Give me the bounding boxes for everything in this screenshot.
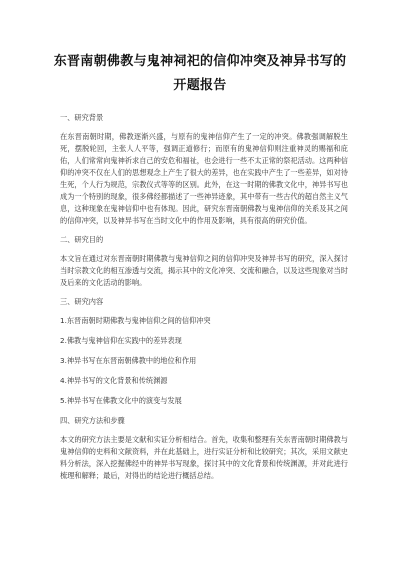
section-heading-background: 一、研究背景 [60,113,104,122]
document-title: 东晋南朝佛教与鬼神祠祀的信仰冲突及神异书写的开题报告 [53,54,347,93]
document-body [60,112,348,489]
section-text-methods: 本文的研究方法主要是文献和实证分析相结合。首先，收集和整理有关东晋南朝时期佛教与鬼神信仰的史料和文献资料，并在此基础上，进行实证分析和比较研究；其次，采用文献史料分析法，深入挖掘佛经中的神异书写现象，探讨其中的文化背景和传统渊源，并对此进行梳理和解释；最后，对得出的结论进行概括总结。 [60,435,348,480]
content-item: 3.神异书写在东晋南朝佛教中的地位和作用 [60,356,197,365]
section-text-purpose: 本文旨在通过对东晋南朝时期佛教与鬼神信仰之间的信仰冲突及神异书写的研究，深入探讨当时宗教文化的相互渗透与交流，揭示其中的文化冲突、交流和融合，以及这些现象对当时及后来的文化活动的影响。 [60,254,348,287]
content-item: 5.神异书写在佛教文化中的演变与发展 [60,396,182,405]
section-heading-methods: 四、研究方法和步骤 [60,416,125,425]
content-item: 2.佛教与鬼神信仰在实践中的差异表现 [60,336,182,345]
content-item: 4.神异书写的文化背景和传统渊源 [60,376,168,385]
content-item: 1.东晋南朝时期佛教与鬼神信仰之间的信仰冲突 [60,316,211,325]
section-heading-purpose: 二、研究目的 [60,235,104,244]
section-text-background: 在东晋南朝时期，佛教逐渐兴盛，与原有的鬼神信仰产生了一定的冲突。佛教强调解脱生死，摆脱轮回，主张人人平等，强调正道修行；而原有的鬼神信仰则注重神灵的赐福和庇佑，人们常常向鬼神祈求自己的安危和福祉，也会进行一些不太正常的祭祀活动。这两种信仰的冲突不仅在人们的思想观念上产生了很大的差异，也在实践中产生了一些差异，如对待生死，个人行为规范，宗教仪式等等的区别。此外，在这一时期的佛教文化中，神异书写也成为一个特别的现象，很多佛经都描述了一些神异迹象，其中带有一些古代的超自然主义气息，这种现象在鬼神信仰中也有体现。因此，研究东晋南朝佛教与鬼神信仰的关系及其之间的信仰冲突，以及神异书写在当时文化中的作用及影响，具有很高的研究价值。 [60,132,348,225]
section-heading-content: 三、研究内容 [60,297,104,306]
